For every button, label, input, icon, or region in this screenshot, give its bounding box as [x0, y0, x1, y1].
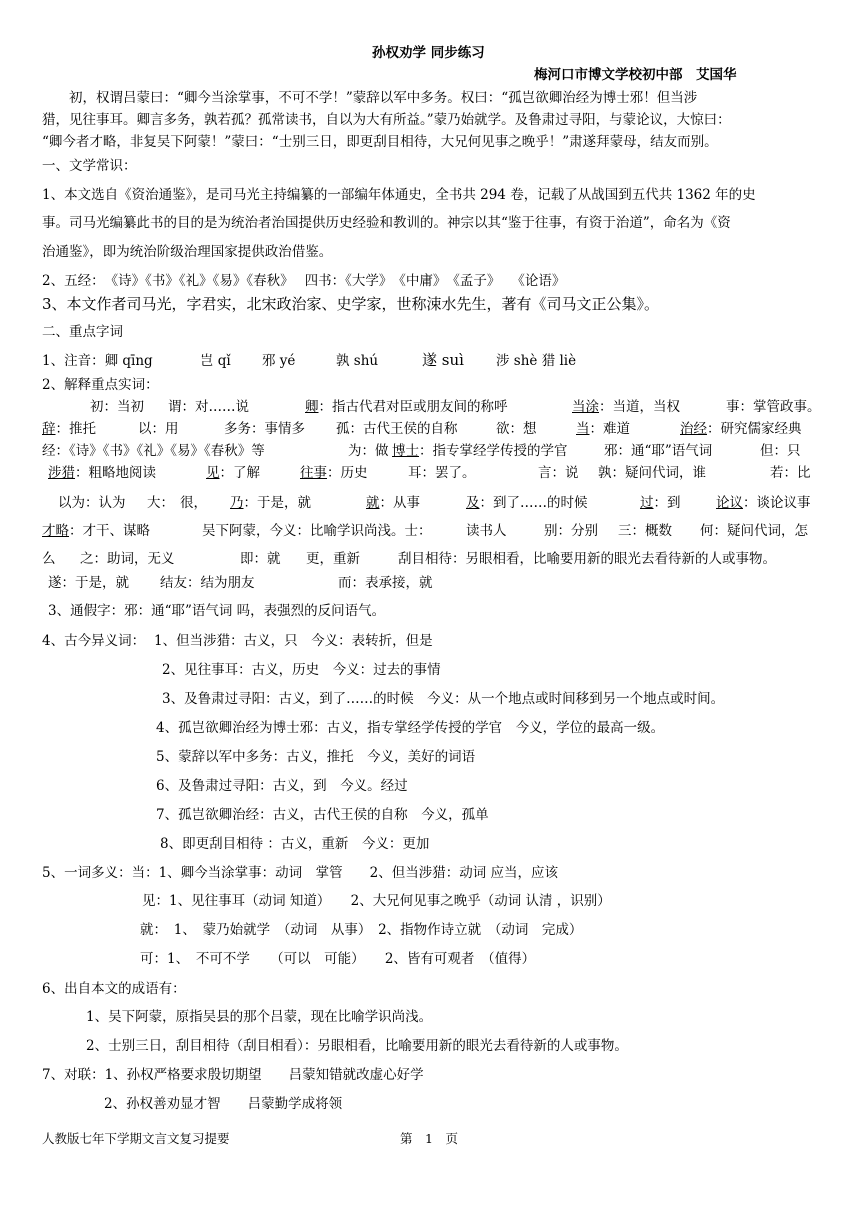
vocab-term: 辞 — [42, 421, 56, 437]
vocab-item: 若：比 — [770, 465, 811, 481]
paragraph-line: 1、本文选自《资治通鉴》，是司马光主持编纂的一部编年体通史，全书共 294 卷，记载了从战国到五代共 1362 年的史 — [42, 187, 756, 203]
subsection-heading: 4、古今异义词： — [42, 633, 146, 649]
vocab-term: 乃 — [230, 495, 244, 511]
vocab-item: ：粗略地阅读 — [75, 465, 156, 481]
page-number: 第 1 页 — [400, 1131, 458, 1146]
vocab-item: 多务：事情多 — [224, 421, 305, 437]
vocab-term: 涉猎 — [48, 465, 75, 481]
paragraph-line: 治通鉴》，即为统治阶级治理国家提供政治借鉴。 — [42, 244, 333, 260]
vocab-item: ：推托 — [55, 421, 96, 437]
duilian-line: 2、孙权善劝显才智 吕蒙勤学成将领 — [104, 1096, 343, 1112]
section-heading: 二、重点字词 — [42, 324, 123, 340]
chengyu-item: 1、吴下阿蒙，原指吴县的那个吕蒙，现在比喻学识尚浅。 — [86, 1009, 433, 1025]
vocab-term: 论议 — [716, 495, 743, 511]
vocab-item: 即：就 — [240, 551, 281, 567]
subsection-heading: 2、解释重点实词： — [42, 377, 159, 393]
vocab-item: 言：说 — [538, 465, 579, 481]
gujin-item: 4、孤岂欲卿治经为博士邪：古义，指专掌经学传授的学官 今义，学位的最高一级。 — [156, 720, 665, 736]
vocab-term: 才略 — [42, 523, 69, 539]
footer-text: 人教版七年下学期文言文复习提要 — [42, 1131, 230, 1146]
gujin-item: 8、即更刮目相待 ：古义，重新 今义：更加 — [160, 836, 430, 852]
vocab-item: 么 — [42, 551, 56, 567]
vocab-term: 当 — [576, 421, 590, 437]
text-line: “卿今者才略，非复吴下阿蒙！”蒙曰：“士别三日，即更刮目相待，大兄何见事之晚乎！”肃遂拜蒙母，结友而别。 — [42, 134, 718, 150]
vocab-item: ：了解 — [219, 465, 260, 481]
vocab-item: 邪：通“耶”语气词 — [604, 443, 713, 459]
vocab-term: 及 — [466, 495, 480, 511]
vocab-item: 初：当初 — [90, 399, 144, 415]
vocab-item: ：指专掌经学传授的学官 — [419, 443, 568, 459]
pinyin-item: 孰 shú — [336, 353, 379, 369]
vocab-item: 读书人 — [466, 523, 507, 539]
vocab-item: 而：表承接，就 — [338, 575, 433, 591]
vocab-item: 何：疑问代词，怎 — [700, 523, 808, 539]
vocab-term: 卿 — [305, 399, 319, 415]
gujin-item: 1、但当涉猎：古义，只 今义：表转折，但是 — [154, 633, 433, 649]
vocab-item: ：到 — [653, 495, 681, 511]
vocab-item: 事：掌管政事。 — [726, 399, 821, 415]
vocab-item: 遂：于是，就 — [48, 575, 129, 591]
vocab-item: 谓：对……说 — [168, 399, 249, 415]
author-line: 梅河口市博文学校初中部 艾国华 — [534, 67, 737, 83]
vocab-term: 博士 — [392, 443, 419, 459]
duoyi-line: 可：1、 不可不学 （可以 可能） 2、皆有可观者 （值得） — [140, 951, 536, 967]
vocab-item: ：指古代君对臣或朋友间的称呼 — [318, 399, 508, 415]
gujin-item: 2、见往事耳：古义，历史 今义：过去的事情 — [162, 662, 441, 678]
vocab-term: 过 — [640, 495, 654, 511]
vocab-item: 结友：结为朋友 — [160, 575, 255, 591]
vocab-item: ：当道，当权 — [599, 399, 680, 415]
vocab-term: 治经 — [680, 421, 707, 437]
vocab-item: ：谈论议事 — [743, 495, 811, 511]
pinyin-item: 遂 suì — [422, 351, 464, 369]
vocab-item: 孤：古代王侯的自称 — [336, 421, 458, 437]
vocab-term: 见 — [206, 465, 220, 481]
vocab-term: 当涂 — [572, 399, 599, 415]
section-heading: 一、文学常识： — [42, 158, 137, 174]
vocab-item: 大： — [147, 495, 174, 511]
vocab-item: 以为：认为 — [58, 495, 126, 511]
duoyi-line: 5、一词多义：当：1、卿今当涂掌事：动词 掌管 2、但当涉猎：动词 应当，应该 — [42, 865, 559, 881]
pinyin-item: 岂 qǐ — [200, 353, 231, 369]
vocab-item: 经：《诗》《书》《礼》《易》《春秋》等 — [42, 443, 265, 459]
vocab-item: ：历史 — [327, 465, 368, 481]
vocab-term: 往事 — [300, 465, 327, 481]
vocab-item: ：到了……的时候 — [479, 495, 588, 511]
text-line: 初，权谓吕蒙曰：“卿今当涂掌事，不可不学！”蒙辞以军中多务。权曰：“孤岂欲卿治经为博士邪！但当涉 — [42, 90, 698, 106]
vocab-item: 更，重新 — [306, 551, 360, 567]
pinyin-item: 涉 shè 猎 liè — [496, 353, 577, 369]
vocab-item: 耳：罢了。 — [408, 465, 476, 481]
vocab-item: ：才干、谋略 — [69, 523, 150, 539]
paragraph-line: 2、五经： 《诗》《书》《礼》《易》《春秋》 四书：《大学》 《中庸》 《孟子》 《论语》 — [42, 273, 566, 289]
vocab-term: 就 — [366, 495, 380, 511]
text-line: 猎，见往事耳。卿言多务，孰若孤？孤常读书，自以为大有所益。”蒙乃始就学。及鲁肃过寻阳，与蒙论议，大惊曰： — [42, 112, 731, 128]
gujin-item: 6、及鲁肃过寻阳：古义，到 今义。经过 — [156, 778, 408, 794]
vocab-item: ：于是，就 — [243, 495, 311, 511]
vocab-item: 以：用 — [138, 421, 179, 437]
duoyi-line: 见：1、见往事耳（动词 知道） 2、大兄何见事之晚乎（动词 认清 ，识别） — [142, 893, 611, 909]
pinyin-item: 邪 yé — [262, 353, 296, 369]
tongjia-line: 3、通假字：邪：通“耶”语气词 吗，表强烈的反问语气。 — [48, 603, 386, 619]
gujin-item: 5、蒙辞以军中多务：古义，推托 今义，美好的词语 — [156, 749, 476, 765]
vocab-item: 之：助词，无义 — [80, 551, 175, 567]
subsection-heading: 6、出自本文的成语有： — [42, 981, 186, 997]
gujin-item: 7、孤岂欲卿治经：古义，古代王侯的自称 今义，孤单 — [156, 807, 489, 823]
duoyi-line: 就： 1、 蒙乃始就学 （动词 从事） 2、指物作诗立就 （动词 完成） — [140, 922, 583, 938]
vocab-item: ：从事 — [379, 495, 420, 511]
vocab-item: 但：只 — [760, 443, 801, 459]
vocab-item: 很， — [180, 495, 207, 511]
paragraph-line: 3、本文作者司马光，字君实，北宋政治家、史学家，世称涑水先生，著有《司马文正公集》。 — [42, 295, 660, 313]
vocab-item: 三：概数 — [618, 523, 672, 539]
chengyu-item: 2、士别三日，刮目相待（刮目相看）：另眼相看，比喻要用新的眼光去看待新的人或事物。 — [86, 1038, 628, 1054]
vocab-item: ：难道 — [589, 421, 630, 437]
vocab-item: 为：做 — [348, 443, 389, 459]
paragraph-line: 事。司马光编纂此书的目的是为统治者治国提供历史经验和教训的。神宗以其“鉴于往事，有资于治道”，命名为《资 — [42, 215, 731, 231]
pinyin-item: 1、注音：卿 qīng — [42, 353, 153, 369]
duilian-line: 7、对联：1、孙权严格要求殷切期望 吕蒙知错就改虚心好学 — [42, 1067, 424, 1083]
vocab-item: 刮目相待：另眼相看，比喻要用新的眼光去看待新的人或事物。 — [398, 551, 776, 567]
vocab-item: 吴下阿蒙，今义：比喻学识尚浅。士： — [202, 523, 432, 539]
vocab-item: ：研究儒家经典 — [707, 421, 802, 437]
vocab-item: 别：分别 — [544, 523, 598, 539]
page-title: 孙权劝学 同步练习 — [372, 45, 485, 61]
gujin-item: 3、及鲁肃过寻阳：古义，到了……的时候 今义：从一个地点或时间移到另一个地点或时间。 — [162, 691, 725, 707]
vocab-item: 孰：疑问代词，谁 — [598, 465, 706, 481]
vocab-item: 欲：想 — [496, 421, 537, 437]
